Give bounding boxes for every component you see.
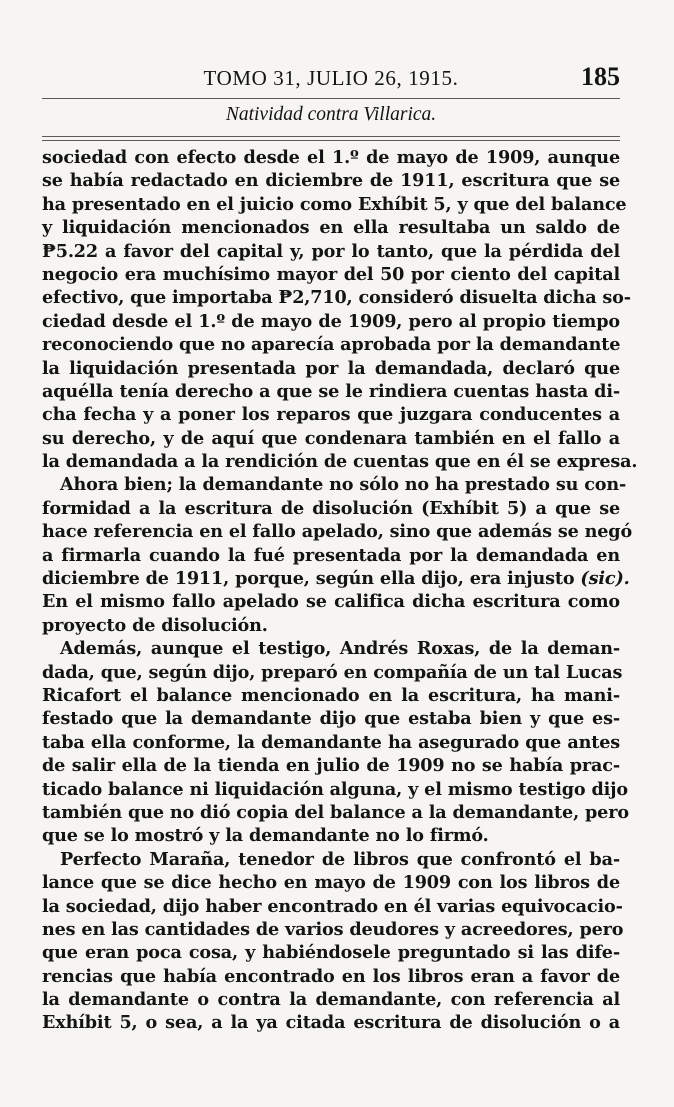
header-double-rule-upper <box>42 136 620 137</box>
paragraph <box>42 146 638 473</box>
running-title: TOMO 31, JULIO 26, 1915. <box>203 66 459 90</box>
sic-annotation: (sic). <box>580 568 630 590</box>
text-line: que se lo mostró y la demandante no lo firmó. <box>42 825 489 847</box>
text-line: de salir ella de la tienda en julio de 1909 no se había prac- <box>42 755 620 777</box>
text-line: proyecto de disolución. <box>42 614 268 636</box>
paragraph <box>42 637 629 848</box>
text-line: lance que se dice hecho en mayo de 1909 con los libros de <box>42 872 620 894</box>
text-line: Perfecto Maraña, tenedor de libros que confrontó el ba- <box>60 848 620 870</box>
text-line: la demandante o contra la demandante, con referencia al <box>42 989 620 1011</box>
text-line: efectivo, que importaba ₱2,710, consideró disuelta dicha so- <box>42 287 631 309</box>
text-line: sociedad con efecto desde el 1.º de mayo de 1909, aunque <box>42 147 620 168</box>
text-line: formidad a la escritura de disolución (Exhíbit 5) a que se <box>42 497 620 519</box>
text-line: a firmarla cuando la fué presentada por la demandada en <box>42 544 620 566</box>
running-head <box>42 62 620 96</box>
header-double-rule-lower <box>42 140 620 141</box>
text-line: dada, que, según dijo, preparó en compañía de un tal Lucas <box>42 661 623 683</box>
text-line: festado que la demandante dijo que estaba bien y que es- <box>42 708 620 730</box>
text-line: ticado balance ni liquidación alguna, y el mismo testigo dijo <box>42 778 628 800</box>
text-line: Exhíbit 5, o sea, a la ya citada escritura de disolución o a <box>42 1012 620 1034</box>
text-line: ₱5.22 a favor del capital y, por lo tanto, que la pérdida del <box>42 240 620 262</box>
text-line: negocio era muchísimo mayor del 50 por ciento del capital <box>42 263 620 285</box>
text-line: la sociedad, dijo haber encontrado en él varias equivocacio- <box>42 895 623 917</box>
text-line: hace referencia en el fallo apelado, sino que además se negó <box>42 521 633 543</box>
text-fragment: diciembre de 1911, porque, según ella dijo, era injusto <box>42 568 581 590</box>
text-line: reconociendo que no aparecía aprobada por la demandante <box>42 334 621 356</box>
text-line: la liquidación presentada por la demandada, declaró que <box>42 357 620 379</box>
body-text <box>42 146 638 1035</box>
text-line: rencias que había encontrado en los libros eran a favor de <box>42 965 620 987</box>
text-line: Ahora bien; la demandante no sólo no ha prestado su con- <box>60 474 627 496</box>
text-line: nes en las cantidades de varios deudores y acreedores, pero <box>42 918 624 940</box>
text-line: también que no dió copia del balance a la demandante, pero <box>42 801 629 823</box>
text-line: Ricafort el balance mencionado en la escritura, ha mani- <box>42 684 620 706</box>
text-line-with-sic <box>42 567 630 590</box>
text-line: cha fecha y a poner los reparos que juzgara conducentes a <box>42 404 620 426</box>
text-line: aquélla tenía derecho a que se le rindiera cuentas hasta di- <box>42 380 620 402</box>
text-line: taba ella conforme, la demandante ha asegurado que antes <box>42 731 620 753</box>
header-rule <box>42 98 620 99</box>
case-title: Natividad contra Villarica. <box>225 104 437 125</box>
text-line: su derecho, y de aquí que condenara también en el fallo a <box>42 427 620 449</box>
text-line: se había redactado en diciembre de 1911, escritura que se <box>42 170 620 192</box>
text-line: ciedad desde el 1.º de mayo de 1909, pero al propio tiempo <box>42 310 620 332</box>
text-line: ha presentado en el juicio como Exhíbit 5, y que del balance <box>42 193 627 215</box>
text-line: Además, aunque el testigo, Andrés Roxas, de la deman- <box>60 638 620 660</box>
text-line: la demandada a la rendición de cuentas que en él se expresa. <box>42 451 638 473</box>
text-line: y liquidación mencionados en ella resultaba un saldo de <box>42 217 620 239</box>
paragraph <box>42 473 633 637</box>
text-line: que eran poca cosa, y habiéndosele preguntado si las dife- <box>42 942 620 964</box>
page-number: 185 <box>581 62 620 91</box>
paragraph <box>42 848 624 1035</box>
text-line: En el mismo fallo apelado se califica dicha escritura como <box>42 591 620 613</box>
